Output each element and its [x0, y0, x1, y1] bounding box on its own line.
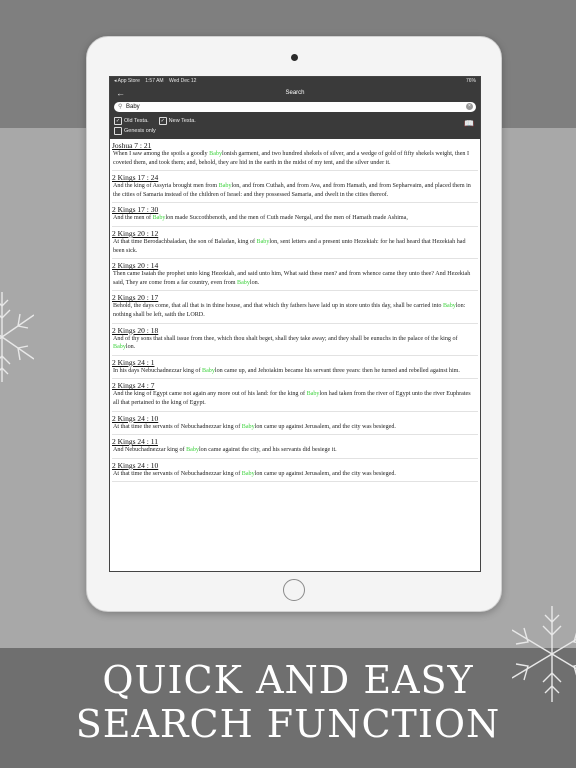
new-testament-label: New Testa.	[168, 118, 196, 124]
list-item[interactable]	[112, 227, 478, 259]
verse-text	[112, 238, 478, 255]
list-item[interactable]	[112, 171, 478, 203]
verse-text-after: lon came up against Jerusalem, and the city was besieged.	[254, 423, 396, 430]
verse-text-after: lon, sent letters and a present unto Hezekiah: for he had heard that Hezekiah had been sick.	[113, 238, 466, 254]
verse-text-before: And Nebuchadnezzar king of	[113, 447, 187, 454]
verse-text-after: lon, and from Cuthah, and from Ava, and from Hamath, and from Sepharvaim, and placed them in the cities of Samaria instead of the children of Israel: and they possessed Samaria, and dwelt in the cities thereof.	[113, 183, 471, 198]
search-highlight: Baby	[202, 367, 215, 374]
verse-text-before: At that time Berodachbaladan, the son of Baladan, king of	[113, 238, 257, 245]
verse-text-after: lon came up, and Jehoiakim became his servant three years: then he turned and rebelled against him.	[214, 367, 460, 374]
verse-text	[112, 335, 478, 352]
verse-text	[112, 446, 478, 455]
verse-text-before: And the men of	[113, 215, 153, 222]
verse-text-before: And of thy sons that shall issue from thee, which thou shalt beget, shall they take away; and they shall be eunuchs in the palace of the king of	[113, 335, 458, 342]
verse-text-after: lon came against the city, and his servants did besiege it.	[198, 447, 337, 454]
app-screen	[109, 76, 481, 572]
search-highlight: Baby	[241, 423, 255, 430]
verse-text	[112, 390, 478, 407]
new-testament-checkbox[interactable]	[159, 117, 196, 125]
caption-line-2: SEARCH FUNCTION	[75, 702, 501, 746]
search-highlight: Baby	[113, 344, 126, 351]
camera	[291, 54, 298, 61]
verse-text-after: lonish garment, and two hundred shekels of silver, and a wedge of gold of fifty shekels weight, then I coveted them, and took them; and, behold, they are hid in the earth in the midst of my tent, and the silver under it.	[113, 151, 470, 166]
verse-reference-link[interactable]: 2 Kings 24 : 1	[112, 357, 155, 367]
verse-text	[112, 270, 478, 287]
search-input[interactable]	[114, 102, 476, 112]
list-item[interactable]	[112, 459, 478, 483]
verse-text-after: lon made Succothbenoth, and the men of Cuth made Nergal, and the men of Hamath made Ashima,	[165, 215, 408, 222]
verse-reference-link[interactable]: 2 Kings 17 : 30	[112, 205, 159, 215]
search-row	[110, 100, 480, 115]
search-highlight: Baby	[209, 151, 223, 157]
list-item[interactable]	[112, 356, 478, 380]
verse-text-before: At that time the servants of Nebuchadnezzar king of	[113, 423, 242, 430]
search-highlight: Baby	[237, 279, 250, 286]
verse-text-before: And the king of Assyria brought men from	[113, 183, 219, 190]
home-button[interactable]	[283, 579, 305, 601]
carrier-label[interactable]: ◂ App Store	[114, 78, 140, 84]
verse-text-before: Behold, the days come, that all that is in thine house, and that which thy fathers have laid up in store unto this day, shall be carried into	[113, 303, 443, 310]
search-highlight: Baby	[218, 183, 232, 190]
book-icon[interactable]: 📖	[464, 119, 474, 128]
status-bar	[110, 77, 480, 86]
list-item[interactable]	[112, 435, 478, 459]
list-item[interactable]	[112, 291, 478, 323]
verse-text-after: lon.	[249, 279, 260, 286]
verse-text	[112, 423, 478, 432]
checkbox-empty-icon	[114, 127, 122, 135]
checkmark-icon: ✓	[160, 118, 165, 124]
verse-reference-link[interactable]: Joshua 7 : 21	[112, 141, 152, 150]
verse-text	[112, 470, 478, 479]
old-testament-checkbox[interactable]	[114, 117, 149, 125]
verse-text	[112, 214, 478, 223]
caption	[0, 658, 576, 746]
verse-text	[112, 367, 478, 376]
results-list	[110, 139, 480, 482]
list-item[interactable]	[112, 412, 478, 436]
status-date: Wed Dec 12	[169, 78, 197, 84]
verse-reference-link[interactable]: 2 Kings 20 : 18	[112, 325, 159, 335]
verse-text-before: And the king of Egypt came not again any more out of his land: for the king of	[113, 391, 307, 398]
filter-bar	[110, 115, 480, 139]
search-icon: ⚲	[118, 104, 123, 110]
list-item[interactable]	[112, 203, 478, 227]
search-value: Baby	[126, 104, 140, 110]
checkmark-icon: ✓	[115, 118, 121, 124]
verse-text-before: At that time the servants of Nebuchadnezzar king of	[113, 470, 242, 477]
verse-text-before: In his days Nebuchadnezzar king of	[113, 367, 203, 374]
verse-reference-link[interactable]: 2 Kings 20 : 14	[112, 261, 159, 271]
clear-icon[interactable]: ×	[466, 103, 473, 110]
verse-text-after: lon had taken from the river of Egypt unto the river Euphrates all that pertained to the king of Egypt.	[113, 391, 471, 406]
page-title: Search	[285, 90, 305, 96]
list-item[interactable]	[112, 379, 478, 411]
search-highlight: Baby	[306, 391, 320, 398]
verse-text	[112, 302, 478, 319]
verse-reference-link[interactable]: 2 Kings 24 : 7	[112, 381, 155, 391]
verse-text-after: lon.	[125, 344, 136, 351]
verse-reference-link[interactable]: 2 Kings 17 : 24	[112, 173, 159, 183]
search-highlight: Baby	[241, 470, 255, 477]
search-highlight: Baby	[186, 447, 199, 454]
verse-text-after: lon: nothing shall be left, saith the LORD.	[113, 303, 466, 318]
verse-text	[112, 150, 478, 167]
back-arrow-icon[interactable]: ←	[116, 88, 125, 98]
verse-reference-link[interactable]: 2 Kings 24 : 10	[112, 460, 159, 470]
verse-reference-link[interactable]: 2 Kings 24 : 10	[112, 413, 159, 423]
list-item[interactable]	[112, 259, 478, 291]
nav-bar	[110, 86, 480, 100]
verse-reference-link[interactable]: 2 Kings 20 : 17	[112, 293, 159, 303]
old-testament-label: Old Testa.	[124, 118, 149, 124]
genesis-only-label: Genesis only	[124, 128, 156, 134]
status-time: 1:57 AM	[145, 78, 164, 84]
verse-reference-link[interactable]: 2 Kings 24 : 11	[112, 437, 158, 447]
search-highlight: Baby	[442, 303, 456, 310]
caption-line-1: QUICK AND EASY	[102, 658, 474, 702]
genesis-only-checkbox[interactable]	[114, 127, 156, 135]
tablet-device	[86, 36, 502, 612]
verse-text-before: When I saw among the spoils a goodly	[113, 151, 210, 157]
search-highlight: Baby	[256, 238, 270, 245]
verse-text-after: lon came up against Jerusalem, and the city was besieged.	[254, 470, 396, 477]
list-item[interactable]	[112, 324, 478, 356]
verse-text-before: Then came Isaiah the prophet unto king Hezekiah, and said unto him, What said these men? and from whence came they unto thee? And Hezekiah said, They are come from a far country, even from	[113, 271, 471, 286]
battery-label: 76%	[465, 78, 476, 84]
snowflake-left-icon	[0, 292, 34, 382]
verse-reference-link[interactable]: 2 Kings 20 : 12	[112, 228, 159, 238]
search-highlight: Baby	[152, 215, 166, 222]
list-item[interactable]	[112, 139, 478, 171]
verse-text	[112, 182, 478, 199]
